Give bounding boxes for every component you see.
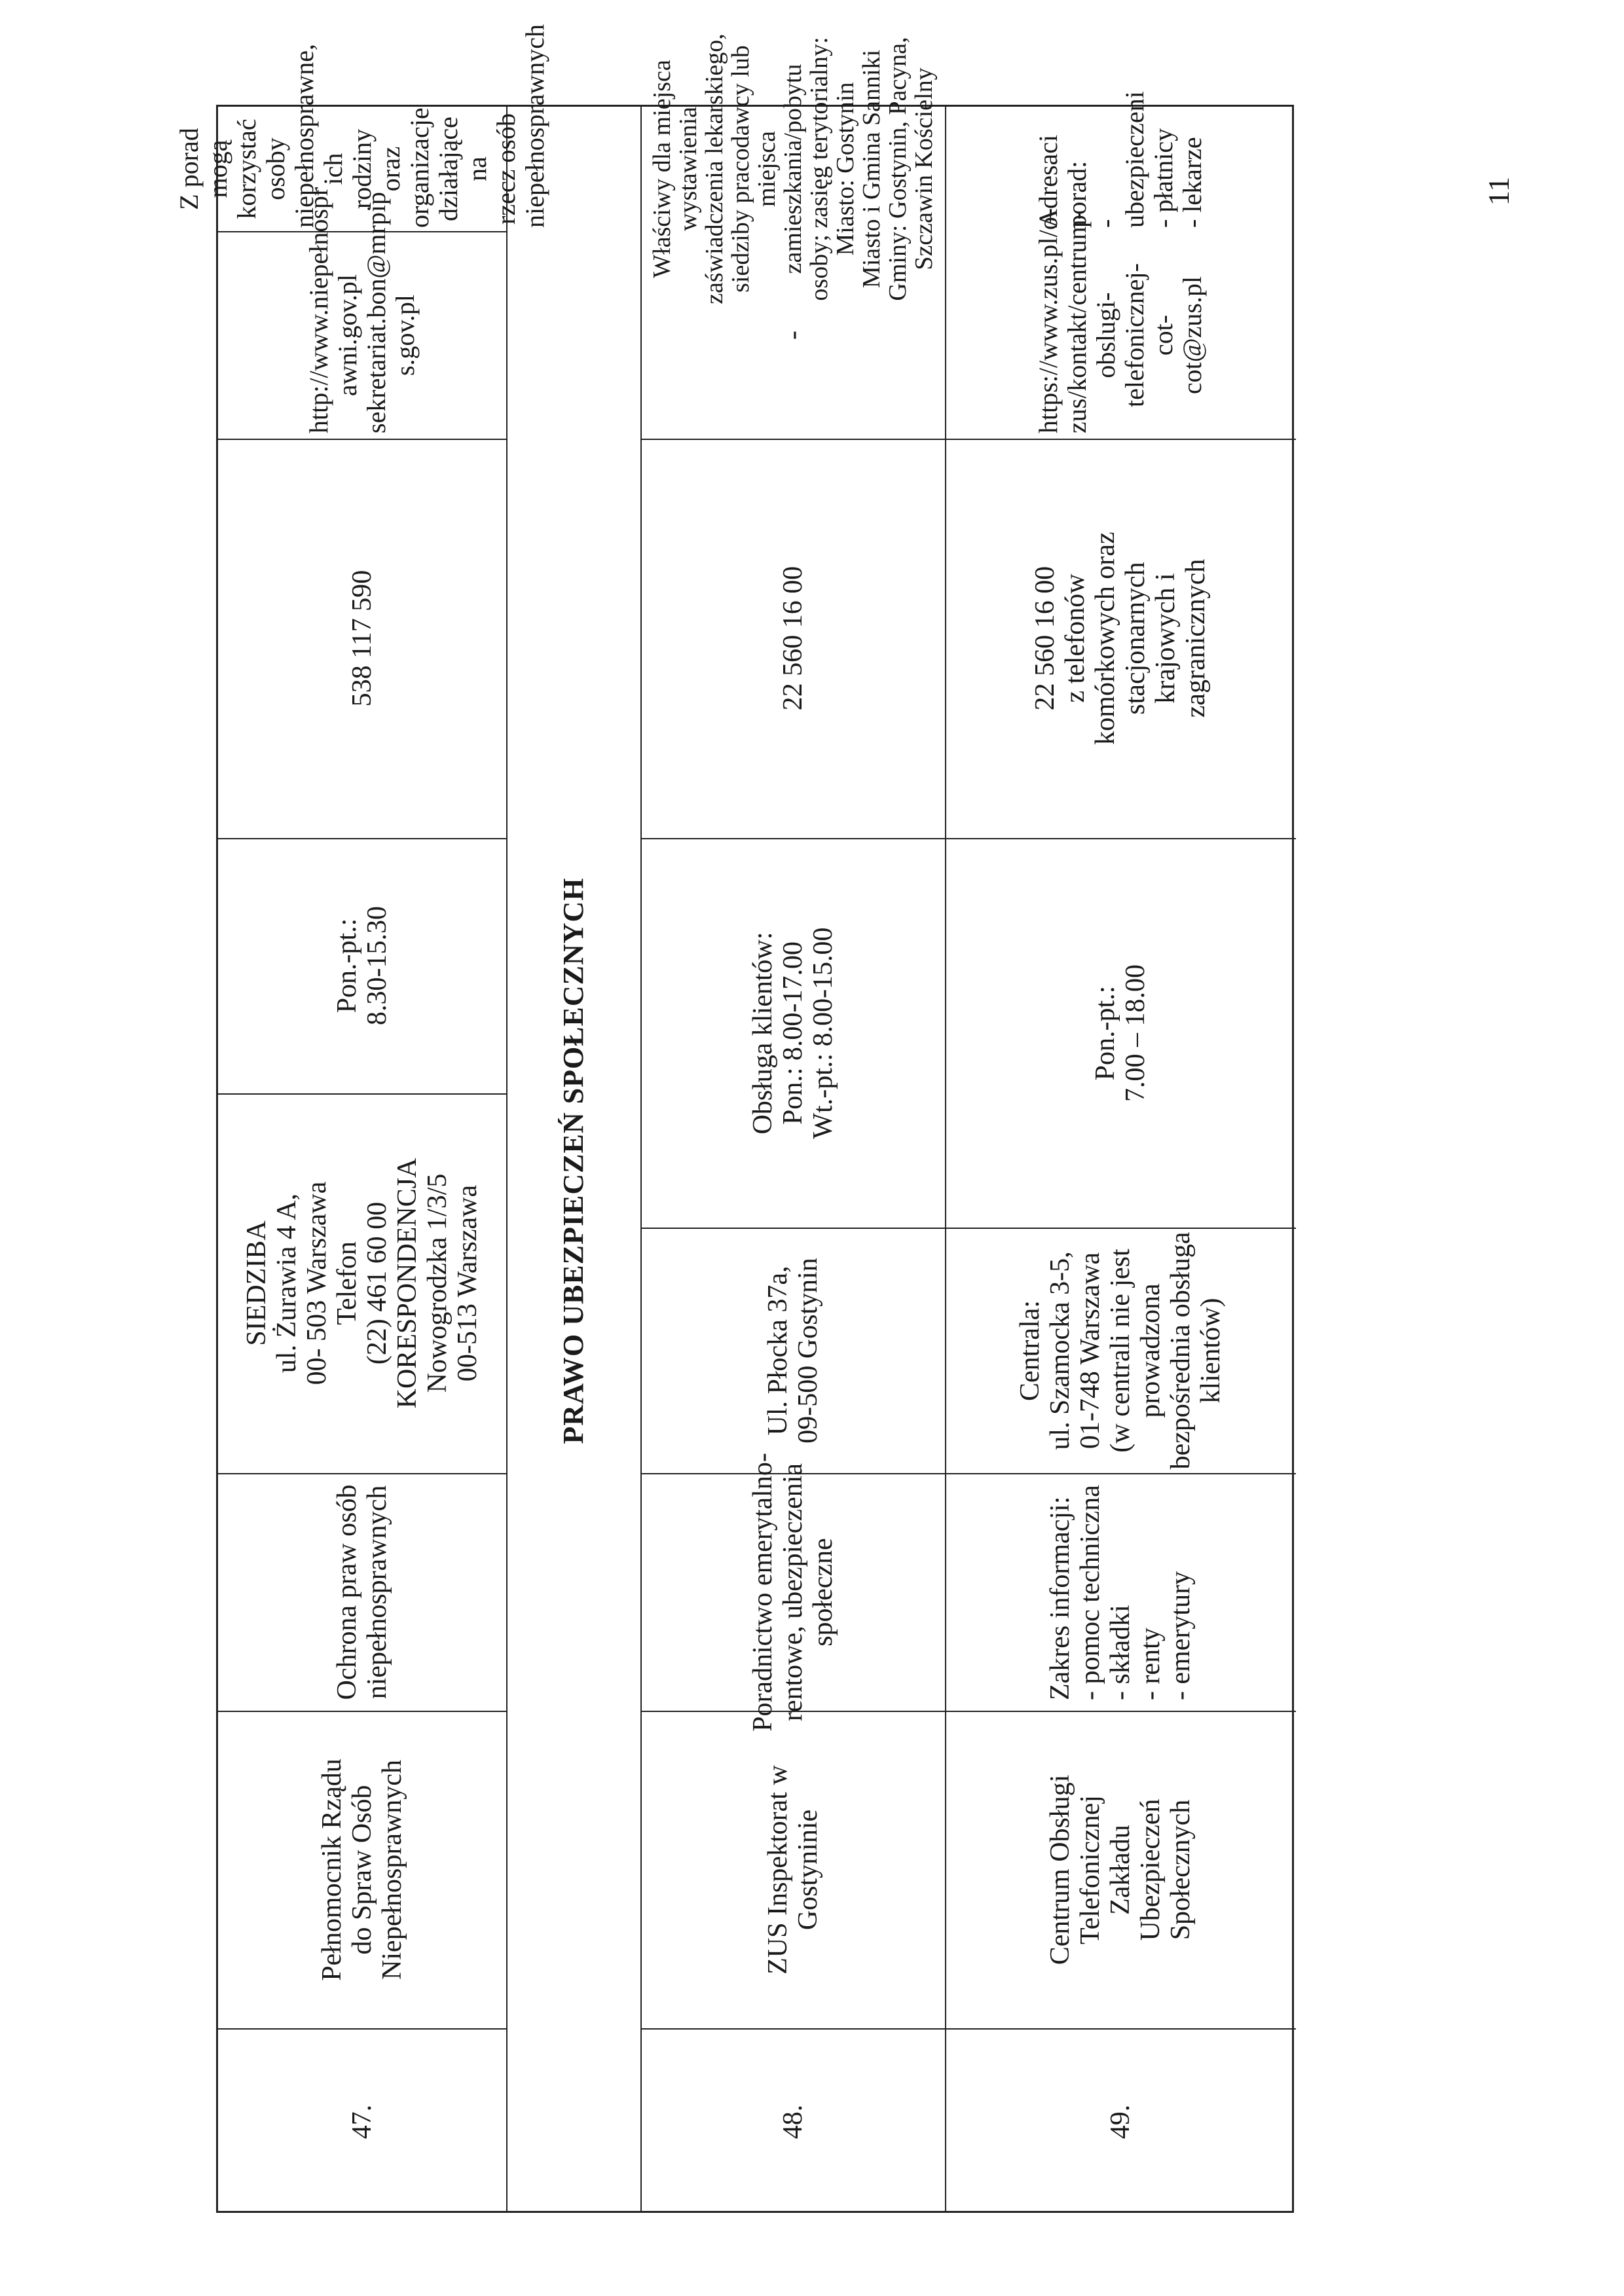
- services-table: [174, 24, 1294, 2213]
- notes-text: Z porad mogą korzystać osoby niepełnosprawne, ich rodziny oraz organizacje działające na rzecz osób niepełnosprawnych: [174, 24, 549, 228]
- address-text: Centrala: ul. Szamocka 3-5, 01-748 Warszawa (w centrali nie jest prowadzona bezpośrednia obsługa klientów): [1015, 1231, 1226, 1469]
- row-number: 48.: [777, 2104, 808, 2139]
- contact-text: http://www.niepełnospr awni.gov.pl sekretariat.bon@mrpip s.gov.pl: [304, 187, 420, 433]
- address-text: Ul. Płocka 37a, 09-500 Gostynin: [762, 1257, 823, 1444]
- institution-name: Centrum Obsługi Telefonicznej Zakładu Ubezpieczeń Społecznych: [1045, 1774, 1196, 1965]
- section-header-cell: [506, 107, 640, 2215]
- page-number: 11: [1481, 176, 1515, 206]
- hours-cell: [945, 838, 1296, 1228]
- contact-cell: [945, 208, 1296, 439]
- notes-cell: [174, 24, 549, 231]
- phone-text: 22 560 16 00: [777, 566, 808, 711]
- address-cell: [218, 1093, 506, 1473]
- hours-text: Pon.-pt.: 8.30-15.30: [332, 906, 392, 1025]
- notes-cell: [640, 33, 945, 304]
- phone-cell: [218, 439, 506, 838]
- hours-cell: [640, 838, 945, 1228]
- institution-name: Pełnomocnik Rządu do Spraw Osób Niepełnosprawnych: [317, 1758, 407, 1981]
- notes-text: Adresaci porad: - ubezpieczeni - płatnicy - lekarze: [1033, 91, 1207, 228]
- row-number-cell: [945, 2028, 1296, 2215]
- phone-text: 538 117 590: [347, 570, 377, 707]
- contact-cell: [218, 187, 506, 439]
- phone-cell: [945, 439, 1296, 838]
- institution-name: ZUS Inspektorat w Gostyninie: [762, 1764, 823, 1975]
- hours-text: Obsługa klientów: Pon.: 8.00-17.00 Wt.-pt.: 8.00-15.00: [747, 926, 838, 1139]
- row-number: 47.: [347, 2104, 377, 2139]
- scope-cell: [218, 1473, 506, 1711]
- scope-cell: [945, 1473, 1296, 1711]
- notes-cell: [945, 91, 1296, 231]
- phone-text: 22 560 16 00 z telefonów komórkowych oraz stacjonarnych krajowych i zagranicznych: [1030, 532, 1211, 745]
- address-text: SIEDZIBA ul. Żurawia 4 A, 00- 503 Warszawa Telefon (22) 461 60 00 KORESPONDENCJA Nowogrodzka 1/3/5 00-513 Warszawa: [242, 1157, 483, 1409]
- institution-cell: [945, 1711, 1296, 2028]
- scope-text: Zakres informacji: - pomoc techniczna - składki - renty - emerytury: [1045, 1484, 1196, 1700]
- row-number-cell: [640, 2028, 945, 2215]
- address-cell: [640, 1228, 945, 1473]
- scope-text: Poradnictwo emerytalno- rentowe, ubezpieczenia społeczne: [747, 1452, 838, 1732]
- institution-cell: [218, 1711, 506, 2028]
- row-number: 49.: [1105, 2104, 1135, 2139]
- contact-text: -: [777, 330, 808, 340]
- scope-text: Ochrona praw osób niepełnosprawnych: [332, 1484, 392, 1700]
- row-number-cell: [218, 2028, 506, 2215]
- contact-text: https://www.zus.pl/o- zus/kontakt/centrum- obslugi-telefonicznej- cot- cot@zus.pl: [1033, 208, 1207, 433]
- hours-cell: [218, 838, 506, 1093]
- hours-text: Pon.-pt.: 7.00 – 18.00: [1090, 964, 1151, 1102]
- phone-cell: [640, 439, 945, 838]
- institution-cell: [640, 1711, 945, 2028]
- section-title: PRAWO UBEZPIECZEŃ SPOŁECZNYCH: [557, 877, 589, 1444]
- notes-text: Właściwy dla miejsca wystawienia zaświadczenia lekarskiego, siedziby pracodawcy lub miejsca zamieszkania/pobytu osoby; zasięg terytorialny: Miasto: Gostynin Miasto i Gmina Sanniki Gminy: Gostynin, Pacyna, Szczawin Kościelny: [648, 33, 938, 304]
- address-cell: [945, 1228, 1296, 1473]
